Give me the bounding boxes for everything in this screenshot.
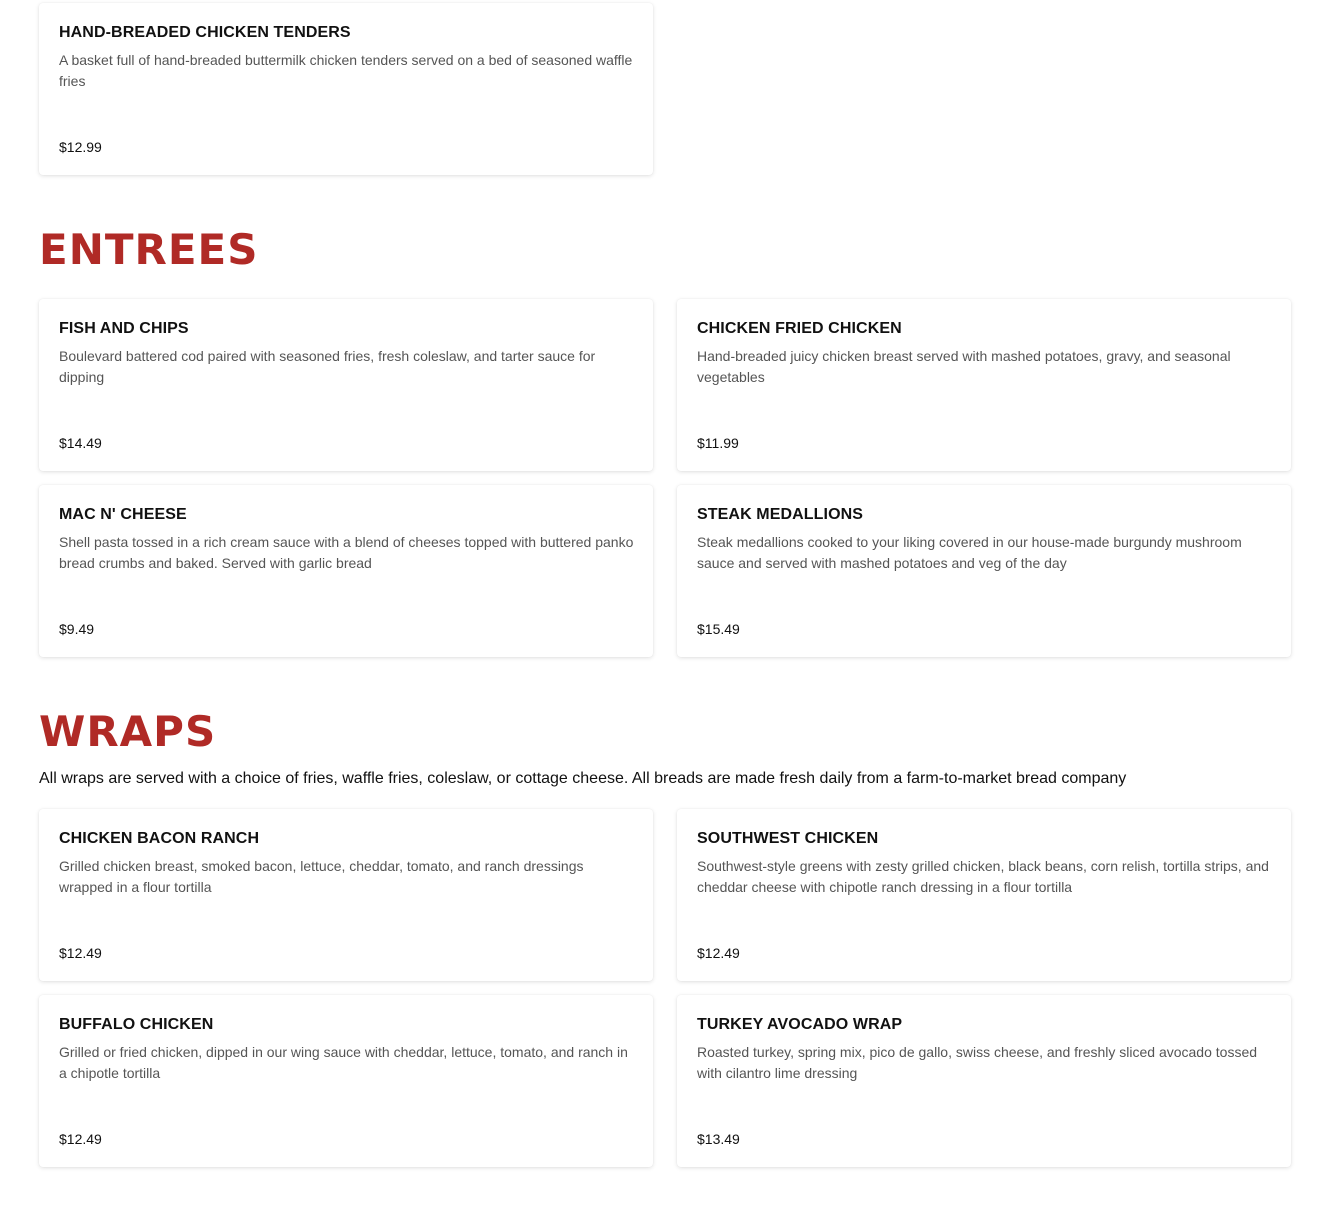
menu-item-price: $12.49 — [697, 945, 740, 961]
menu-item-card[interactable] — [677, 809, 1291, 981]
menu-item-name: CHICKEN FRIED CHICKEN — [697, 320, 902, 337]
section-title-wraps: WRAPS — [39, 707, 217, 756]
menu-item-card[interactable] — [39, 995, 653, 1167]
menu-item-price: $13.49 — [697, 1131, 740, 1147]
menu-item-price: $11.99 — [697, 435, 739, 451]
menu-item-name: MAC N' CHEESE — [59, 506, 187, 523]
menu-item-description: Steak medallions cooked to your liking covered in our house-made burgundy mushroom sauce and served with mashed potatoes and veg of the day — [697, 534, 1242, 571]
menu-item-price: $12.49 — [59, 945, 102, 961]
section-note-wraps: All wraps are served with a choice of fries, waffle fries, coleslaw, or cottage cheese. All breads are made fresh daily from a farm-to-market bread company — [39, 770, 1127, 787]
menu-item-card[interactable] — [39, 3, 653, 175]
menu-item-price: $15.49 — [697, 621, 740, 637]
menu-item-description: A basket full of hand-breaded buttermilk chicken tenders served on a bed of seasoned waffle fries — [59, 52, 633, 89]
section-title-entrees: ENTREES — [39, 225, 259, 274]
menu-item-description: Roasted turkey, spring mix, pico de gallo, swiss cheese, and freshly sliced avocado tossed with cilantro lime dressing — [697, 1044, 1258, 1081]
menu-item-name: FISH AND CHIPS — [59, 320, 189, 337]
menu-item-card[interactable] — [677, 299, 1291, 471]
menu-item-price: $12.99 — [59, 139, 102, 155]
menu-item-price: $14.49 — [59, 435, 102, 451]
menu-item-card[interactable] — [39, 485, 653, 657]
menu-item-card[interactable] — [677, 485, 1291, 657]
menu-item-description: Shell pasta tossed in a rich cream sauce with a blend of cheeses topped with buttered panko bread crumbs and baked. Served with garlic bread — [59, 534, 634, 571]
menu-item-card[interactable] — [39, 809, 653, 981]
menu-item-price: $9.49 — [59, 621, 95, 637]
menu-item-name: CHICKEN BACON RANCH — [59, 830, 260, 847]
menu-item-name: HAND-BREADED CHICKEN TENDERS — [59, 24, 351, 41]
menu-item-name: TURKEY AVOCADO WRAP — [697, 1016, 903, 1033]
menu-item-description: Hand-breaded juicy chicken breast served with mashed potatoes, gravy, and seasonal vegetables — [697, 348, 1231, 385]
menu-item-description: Southwest-style greens with zesty grilled chicken, black beans, corn relish, tortilla strips, and cheddar cheese with chipotle ranch dressing in a flour tortilla — [697, 858, 1269, 895]
menu-item-description: Grilled or fried chicken, dipped in our wing sauce with cheddar, lettuce, tomato, and ranch in a chipotle tortilla — [59, 1044, 628, 1081]
menu-item-name: SOUTHWEST CHICKEN — [697, 830, 879, 847]
menu-item-price: $12.49 — [59, 1131, 102, 1147]
menu-item-description: Boulevard battered cod paired with seasoned fries, fresh coleslaw, and tarter sauce for dipping — [59, 348, 596, 385]
menu-item-name: BUFFALO CHICKEN — [59, 1016, 214, 1033]
menu-item-card[interactable] — [39, 299, 653, 471]
menu-item-card[interactable] — [677, 995, 1291, 1167]
menu-item-description: Grilled chicken breast, smoked bacon, lettuce, cheddar, tomato, and ranch dressings wrapped in a flour tortilla — [59, 858, 584, 895]
menu-item-name: STEAK MEDALLIONS — [697, 506, 864, 523]
